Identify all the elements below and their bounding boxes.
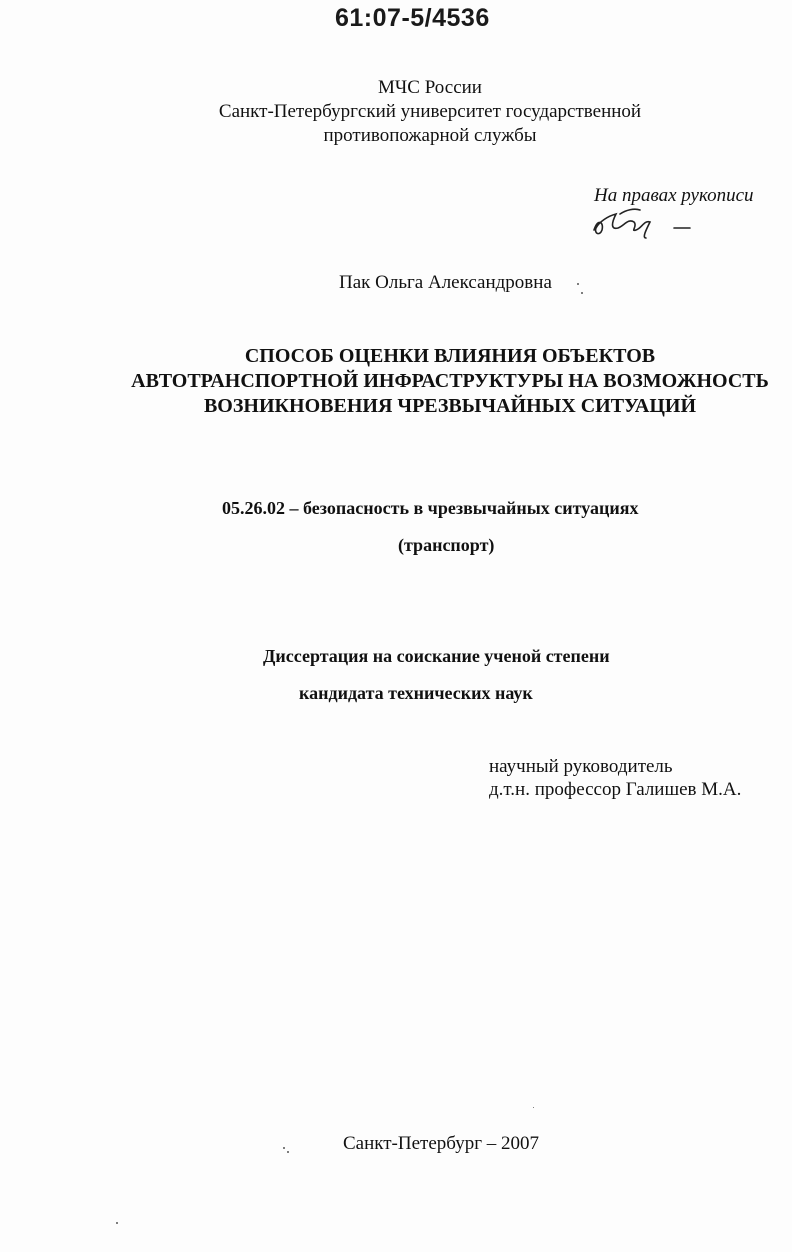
scan-speck (283, 1147, 285, 1149)
specialty-code: 05.26.02 – безопасность в чрезвычайных ситуациях (222, 498, 639, 518)
scan-speck (581, 292, 583, 294)
advisor-name: д.т.н. профессор Галишев М.А. (489, 779, 742, 800)
scan-speck (577, 283, 579, 285)
archive-stamp: 61:07-5/4536 (335, 4, 490, 32)
signature-icon (590, 200, 700, 240)
organization-line: МЧС России (378, 77, 482, 98)
title-line: АВТОТРАНСПОРТНОЙ ИНФРАСТРУКТУРЫ НА ВОЗМОЖНОСТЬ (131, 370, 769, 392)
title-line: СПОСОБ ОЦЕНКИ ВЛИЯНИЯ ОБЪЕКТОВ (244, 345, 656, 367)
scan-speck (287, 1151, 289, 1153)
city-year: Санкт-Петербург – 2007 (343, 1133, 540, 1154)
manuscript-note: На правах рукописи (594, 185, 754, 206)
organization-line: Санкт-Петербургский университет государственной (218, 101, 642, 122)
degree-line: кандидата технических наук (299, 683, 533, 703)
scan-speck (533, 1107, 534, 1108)
degree-line: Диссертация на соискание ученой степени (263, 646, 610, 666)
dissertation-title (90, 344, 792, 419)
organization-line: противопожарной службы (323, 125, 537, 146)
advisor-label: научный руководитель (489, 756, 673, 777)
specialty-branch: (транспорт) (398, 535, 495, 555)
author-name: Пак Ольга Александровна (339, 272, 552, 293)
title-line: ВОЗНИКНОВЕНИЯ ЧРЕЗВЫЧАЙНЫХ СИТУАЦИЙ (203, 395, 697, 417)
organization-block (140, 76, 720, 148)
scan-speck (116, 1222, 118, 1224)
